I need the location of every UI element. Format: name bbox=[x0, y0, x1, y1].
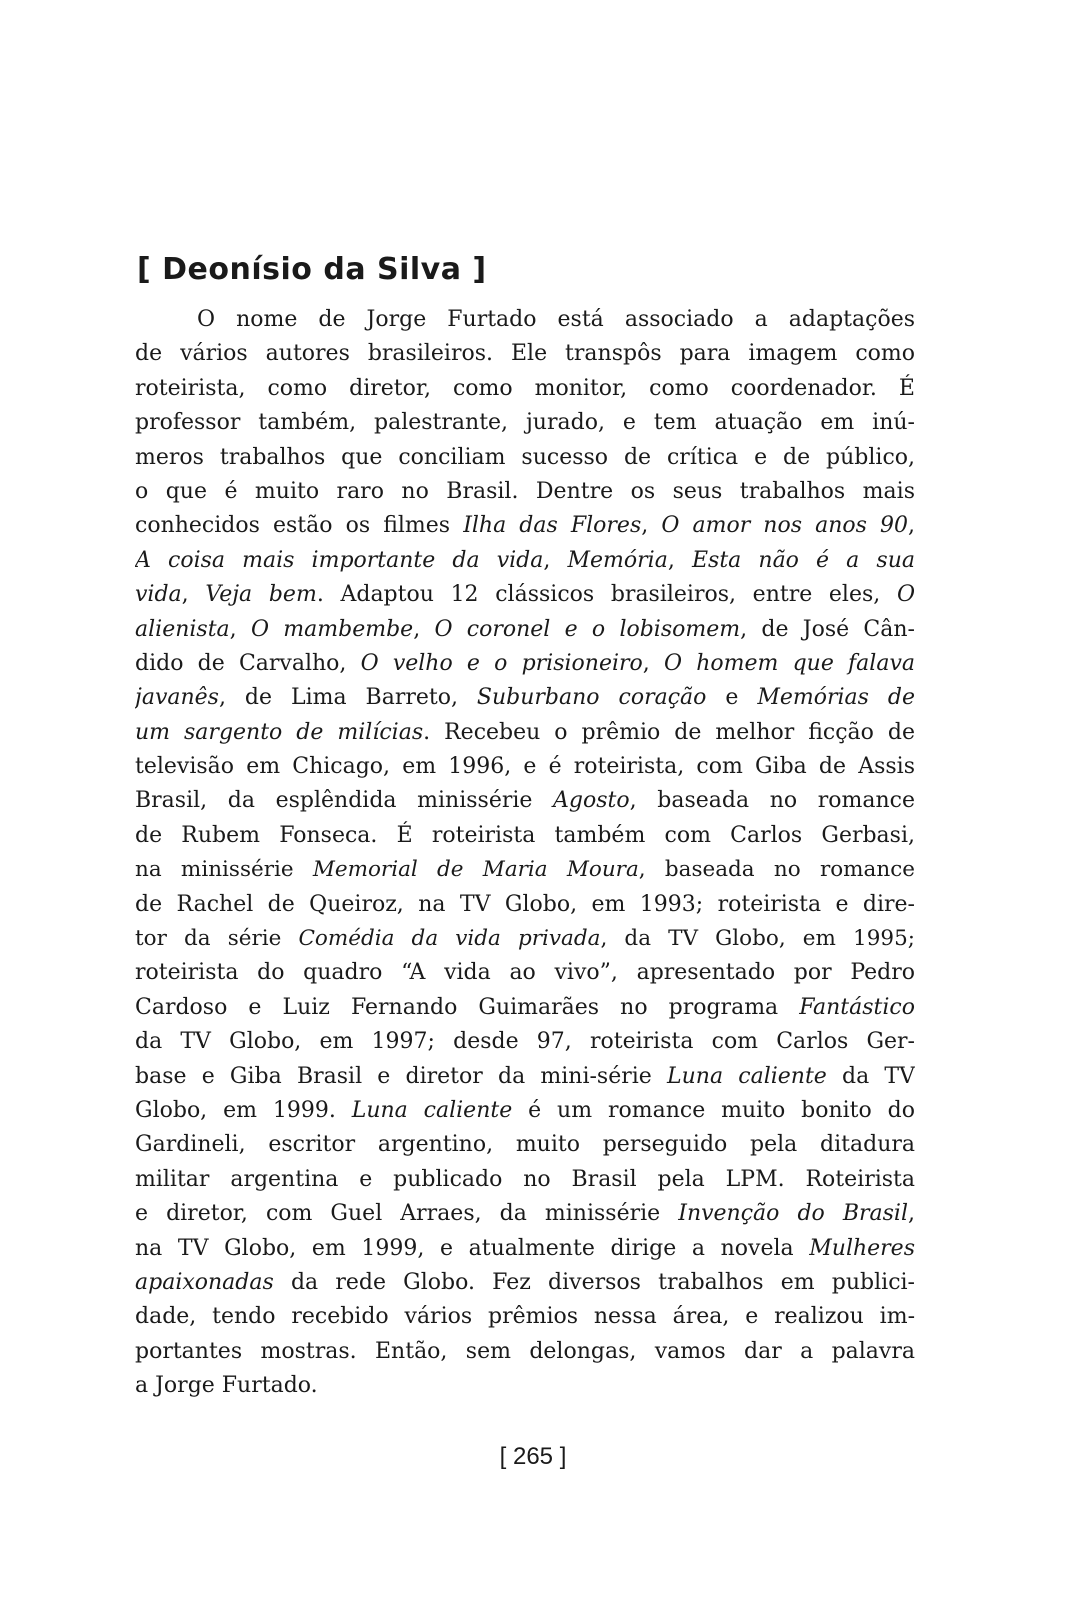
text-line bbox=[135, 922, 915, 956]
italic-title-segment: Veja bem bbox=[205, 582, 317, 608]
text-line bbox=[135, 1094, 915, 1128]
italic-title-segment: apaixonadas bbox=[135, 1269, 274, 1295]
text-line bbox=[135, 784, 915, 818]
text-segment: , da TV Globo, em 1995; bbox=[600, 926, 915, 952]
text-segment: e diretor, com Guel Arraes, da minissérie bbox=[135, 1201, 679, 1227]
text-line bbox=[135, 888, 915, 922]
italic-title-segment: Invenção do Brasil bbox=[678, 1201, 908, 1227]
text-segment: roteirista do quadro “A vida ao vivo”, apresentado por Pedro bbox=[135, 960, 915, 986]
text-segment: de Rubem Fonseca. É roteirista também com Carlos Gerbasi, bbox=[135, 822, 915, 848]
italic-title-segment: javanês bbox=[135, 685, 219, 711]
text-line bbox=[135, 1128, 915, 1162]
text-segment: o que é muito raro no Brasil. Dentre os seus trabalhos mais bbox=[135, 478, 915, 504]
text-line bbox=[135, 406, 915, 440]
text-segment: portantes mostras. Então, sem delongas, vamos dar a palavra bbox=[135, 1338, 915, 1364]
text-segment: base e Giba Brasil e diretor da mini-série bbox=[135, 1063, 667, 1089]
italic-title-segment: Memória bbox=[567, 547, 668, 573]
italic-title-segment: O coronel e o lobisomem bbox=[434, 616, 741, 642]
text-line bbox=[135, 1300, 915, 1334]
text-segment: tor da série bbox=[135, 926, 299, 952]
text-line bbox=[135, 1335, 915, 1369]
text-line bbox=[135, 853, 915, 887]
text-line bbox=[135, 475, 915, 509]
text-segment: . Recebeu o prêmio de melhor ficção de bbox=[423, 719, 915, 745]
text-line bbox=[135, 509, 915, 543]
italic-title-segment: Esta não é a sua bbox=[691, 547, 915, 573]
text-segment: de vários autores brasileiros. Ele transpôs para imagem como bbox=[135, 341, 915, 367]
text-segment: e bbox=[706, 685, 758, 711]
italic-title-segment: O homem que falava bbox=[663, 650, 915, 676]
text-line bbox=[135, 337, 915, 371]
text-segment: da TV bbox=[826, 1063, 915, 1089]
text-segment: meros trabalhos que conciliam sucesso de crítica e de público, bbox=[135, 444, 915, 470]
italic-title-segment: A coisa mais importante da vida bbox=[135, 547, 544, 573]
text-line bbox=[135, 991, 915, 1025]
text-segment: , bbox=[641, 513, 662, 539]
text-segment: , de Lima Barreto, bbox=[218, 685, 477, 711]
italic-title-segment: Luna caliente bbox=[667, 1063, 827, 1089]
text-segment: O nome de Jorge Furtado está associado a adaptações bbox=[197, 307, 915, 332]
text-line bbox=[135, 1232, 915, 1266]
text-segment: da rede Globo. Fez diversos trabalhos em publici- bbox=[273, 1269, 915, 1295]
text-segment: Brasil, da esplêndida minissérie bbox=[135, 788, 554, 814]
italic-title-segment: um sargento de milícias bbox=[135, 719, 424, 745]
text-segment: , baseada no romance bbox=[629, 788, 915, 814]
italic-title-segment: vida bbox=[135, 582, 182, 608]
text-line bbox=[135, 372, 915, 406]
text-segment: dido de Carvalho, bbox=[135, 650, 361, 676]
text-segment: roteirista, como diretor, como monitor, como coordenador. É bbox=[135, 375, 915, 401]
text-segment: militar argentina e publicado no Brasil pela LPM. Roteirista bbox=[135, 1166, 915, 1192]
text-segment: , bbox=[543, 547, 568, 573]
text-segment: , bbox=[667, 547, 692, 573]
speaker-heading: [ Deonísio da Silva ] bbox=[137, 252, 487, 287]
text-line bbox=[135, 544, 915, 578]
italic-title-segment: O velho e o prisioneiro bbox=[360, 650, 643, 676]
italic-title-segment: Memorial de Maria Moura bbox=[312, 857, 639, 883]
text-line bbox=[135, 441, 915, 475]
text-segment: televisão em Chicago, em 1996, e é roteirista, com Giba de Assis bbox=[135, 754, 915, 780]
text-line bbox=[135, 819, 915, 853]
italic-title-segment: O amor nos anos 90 bbox=[661, 513, 908, 539]
body-paragraph bbox=[135, 303, 915, 1404]
italic-title-segment: Luna caliente bbox=[351, 1097, 513, 1123]
text-segment: Globo, em 1999. bbox=[135, 1097, 352, 1123]
text-segment: na TV Globo, em 1999, e atualmente dirige a novela bbox=[135, 1235, 810, 1261]
text-segment: , bbox=[642, 650, 664, 676]
text-segment: , bbox=[413, 616, 435, 642]
text-line bbox=[135, 303, 915, 337]
text-segment: , bbox=[908, 513, 915, 539]
text-line bbox=[135, 1197, 915, 1231]
page-number: [ 265 ] bbox=[499, 1443, 567, 1470]
text-segment: é um romance muito bonito do bbox=[512, 1097, 915, 1123]
text-segment: conhecidos estão os filmes bbox=[135, 513, 464, 539]
text-line bbox=[135, 1266, 915, 1300]
text-segment: dade, tendo recebido vários prêmios nessa área, e realizou im- bbox=[135, 1304, 915, 1330]
italic-title-segment: Suburbano coração bbox=[476, 685, 707, 711]
text-line bbox=[135, 1369, 915, 1403]
text-line bbox=[135, 956, 915, 990]
text-segment: de Rachel de Queiroz, na TV Globo, em 1993; roteirista e dire- bbox=[135, 891, 915, 917]
italic-title-segment: Comédia da vida privada bbox=[298, 926, 601, 952]
text-segment: da TV Globo, em 1997; desde 97, roteirista com Carlos Ger- bbox=[135, 1029, 915, 1055]
text-segment: , baseada no romance bbox=[638, 857, 915, 883]
italic-title-segment: O mambembe bbox=[250, 616, 414, 642]
text-segment: Gardineli, escritor argentino, muito perseguido pela ditadura bbox=[135, 1132, 915, 1158]
italic-title-segment: Ilha das Flores bbox=[463, 513, 642, 539]
text-segment: professor também, palestrante, jurado, e tem atuação em inú- bbox=[135, 410, 915, 436]
text-line bbox=[135, 647, 915, 681]
text-segment: na minissérie bbox=[135, 857, 313, 883]
italic-title-segment: Memórias de bbox=[757, 685, 915, 711]
text-line bbox=[135, 578, 915, 612]
italic-title-segment: O bbox=[896, 582, 915, 608]
text-line bbox=[135, 750, 915, 784]
text-segment: a Jorge Furtado. bbox=[135, 1373, 318, 1399]
text-line bbox=[135, 613, 915, 647]
text-segment: . Adaptou 12 clássicos brasileiros, entre eles, bbox=[316, 582, 897, 608]
text-segment: Cardoso e Luiz Fernando Guimarães no programa bbox=[135, 994, 800, 1020]
text-line bbox=[135, 1025, 915, 1059]
text-segment: , bbox=[229, 616, 251, 642]
text-line bbox=[135, 1060, 915, 1094]
text-line bbox=[135, 681, 915, 715]
text-segment: , bbox=[908, 1201, 915, 1227]
text-segment: , de José Cân- bbox=[740, 616, 915, 642]
italic-title-segment: Fantástico bbox=[799, 994, 915, 1020]
italic-title-segment: Mulheres bbox=[809, 1235, 915, 1261]
text-line bbox=[135, 1163, 915, 1197]
text-line bbox=[135, 716, 915, 750]
italic-title-segment: alienista bbox=[135, 616, 230, 642]
text-segment: , bbox=[181, 582, 206, 608]
italic-title-segment: Agosto bbox=[553, 788, 630, 814]
